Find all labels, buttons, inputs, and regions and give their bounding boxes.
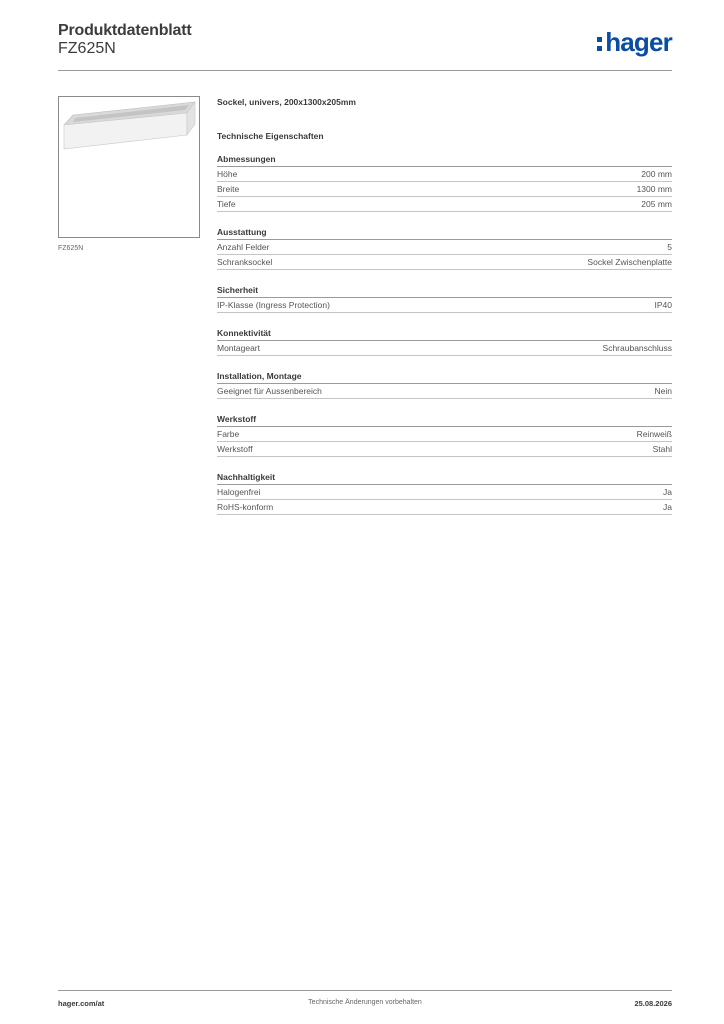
- footer-website-link[interactable]: hager.com/at: [58, 999, 105, 1008]
- spec-value: Stahl: [652, 444, 672, 454]
- spec-label: IP-Klasse (Ingress Protection): [217, 300, 330, 310]
- spec-value: 200 mm: [641, 169, 672, 179]
- product-image: [58, 96, 200, 238]
- page-header: [58, 20, 672, 71]
- spec-row: [217, 500, 672, 515]
- spec-label: Halogenfrei: [217, 487, 261, 497]
- spec-label: Höhe: [217, 169, 238, 179]
- section-nachhaltigkeit: [217, 472, 672, 515]
- document-subtitle: FZ625N: [58, 40, 116, 57]
- spec-value: Sockel Zwischenplatte: [587, 257, 672, 267]
- spec-value: Schraubanschluss: [602, 343, 672, 353]
- section-werkstoff: [217, 414, 672, 457]
- spec-row: [217, 442, 672, 457]
- spec-label: Montageart: [217, 343, 260, 353]
- section-title: Nachhaltigkeit: [217, 472, 672, 485]
- section-abmessungen: [217, 154, 672, 212]
- footer-date: 25.08.2026: [634, 999, 672, 1008]
- section-title: Werkstoff: [217, 414, 672, 427]
- spec-label: RoHS-konform: [217, 502, 274, 512]
- product-specifications: [217, 96, 672, 515]
- section-title: Abmessungen: [217, 154, 672, 167]
- spec-value: Ja: [663, 487, 672, 497]
- spec-row: [217, 341, 672, 356]
- section-title: Ausstattung: [217, 227, 672, 240]
- footer-disclaimer: Technische Änderungen vorbehalten: [308, 999, 422, 1006]
- logo-dots-icon: [597, 37, 602, 51]
- spec-row: [217, 167, 672, 182]
- page-footer: [58, 990, 672, 1011]
- product-plinth-illustration: [59, 97, 199, 237]
- spec-value: Reinweiß: [636, 429, 672, 439]
- spec-row: [217, 255, 672, 270]
- spec-row: [217, 197, 672, 212]
- section-title: Konnektivität: [217, 328, 672, 341]
- section-installation-montage: [217, 371, 672, 399]
- logo-text: hager: [605, 27, 672, 57]
- spec-row: [217, 384, 672, 399]
- spec-row: [217, 485, 672, 500]
- section-konnektivitaet: [217, 328, 672, 356]
- section-title: Installation, Montage: [217, 371, 672, 384]
- image-caption: FZ625N: [58, 245, 84, 252]
- spec-value: 1300 mm: [636, 184, 672, 194]
- section-sicherheit: [217, 285, 672, 313]
- spec-label: Anzahl Felder: [217, 242, 270, 252]
- properties-heading: Technische Eigenschaften: [217, 131, 324, 141]
- spec-value: IP40: [654, 300, 672, 310]
- hager-logo: [597, 27, 672, 55]
- spec-value: Nein: [654, 386, 672, 396]
- spec-label: Breite: [217, 184, 240, 194]
- spec-row: [217, 427, 672, 442]
- spec-value: Ja: [663, 502, 672, 512]
- spec-label: Farbe: [217, 429, 240, 439]
- spec-label: Tiefe: [217, 199, 236, 209]
- document-title: Produktdatenblatt: [58, 22, 192, 39]
- spec-label: Geeignet für Aussenbereich: [217, 386, 322, 396]
- spec-row: [217, 240, 672, 255]
- spec-label: Werkstoff: [217, 444, 253, 454]
- spec-value: 205 mm: [641, 199, 672, 209]
- spec-row: [217, 182, 672, 197]
- spec-value: 5: [667, 242, 672, 252]
- spec-label: Schranksockel: [217, 257, 273, 267]
- product-name: Sockel, univers, 200x1300x205mm: [217, 97, 356, 107]
- section-ausstattung: [217, 227, 672, 270]
- section-title: Sicherheit: [217, 285, 672, 298]
- spec-row: [217, 298, 672, 313]
